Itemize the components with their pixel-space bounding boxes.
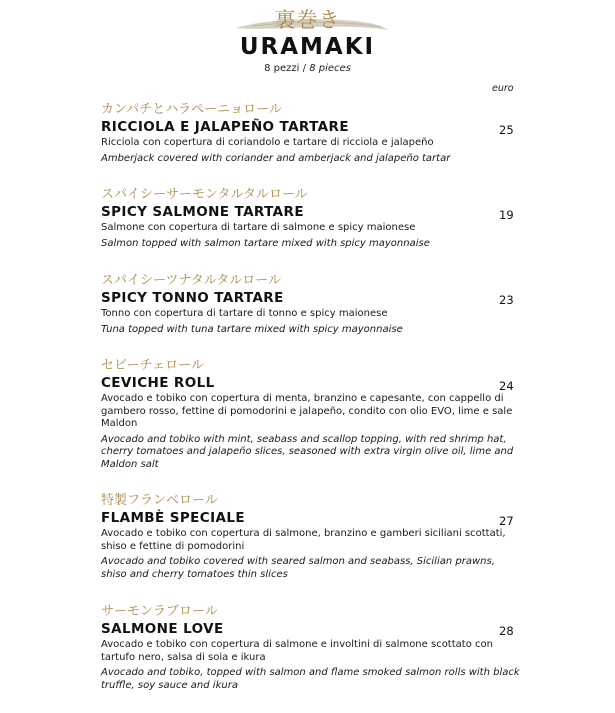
currency-label: euro	[492, 83, 514, 94]
item-description-english: Avocado and tobiko, topped with salmon and flame smoked salmon rolls with black truffle, soy sauce and ikura	[101, 667, 520, 691]
item-price: 27	[499, 514, 514, 528]
menu-item	[101, 102, 521, 165]
item-name: RICCIOLA E JALAPEÑO TARTARE	[101, 119, 349, 135]
item-japanese-name: 特製フランベロール	[101, 493, 218, 508]
item-japanese-name: カンパチとハラペーニョロール	[101, 102, 282, 117]
item-description-english: Avocado and tobiko with mint, seabass and scallop topping, with red shrimp hat, cherry tomatoes and jalapeño slices, seasoned with extra virgin olive oil, lime and Maldon salt	[101, 433, 514, 470]
item-japanese-name: スパイシーサーモンタルタルロール	[101, 187, 308, 202]
item-description-italian: Tonno con copertura di tartare di tonno e spicy maionese	[101, 308, 388, 319]
item-name: SPICY TONNO TARTARE	[101, 290, 284, 306]
item-price: 28	[499, 624, 514, 638]
page-title: URAMAKI	[239, 34, 376, 60]
item-description-english: Salmon topped with salmon tartare mixed with spicy mayonnaise	[101, 237, 430, 249]
item-japanese-name: スパイシーツナタルタルロール	[101, 273, 282, 288]
item-name: SPICY SALMONE TARTARE	[101, 204, 304, 220]
item-name: FLAMBÈ SPECIALE	[101, 510, 245, 526]
item-description-italian: Avocado e tobiko con copertura di menta, branzino e capesante, con cappello di gambero rosso, fettine di pomodorini e jalapeño, condito con olio EVO, lime e sale Maldon	[101, 393, 513, 429]
item-description-english: Amberjack covered with coriander and amberjack and jalapeño tartar	[101, 152, 451, 164]
item-price: 19	[499, 208, 514, 222]
item-description-english: Avocado and tobiko covered with seared salmon and seabass, Sicilian prawns, shiso and cherry tomatoes thin slices	[101, 556, 495, 580]
item-price: 25	[499, 123, 514, 137]
item-price: 24	[499, 379, 514, 393]
item-description-italian: Avocado e tobiko con copertura di salmone e involtini di salmone scottato con tartufo nero, salsa di soia e ikura	[101, 639, 493, 663]
item-japanese-name: サーモンラブロール	[101, 604, 218, 619]
japanese-title: 裏巻き	[274, 8, 341, 32]
menu-item	[101, 187, 521, 250]
menu-item	[101, 273, 521, 336]
menu-item	[101, 358, 521, 471]
item-japanese-name: セビーチェロール	[101, 358, 204, 373]
item-description-italian: Ricciola con copertura di coriandolo e tartare di ricciola e jalapeño	[101, 137, 434, 148]
item-description-italian: Avocado e tobiko con copertura di salmone, branzino e gamberi siciliani scottati, shiso e fettine di pomodorini	[101, 528, 506, 552]
menu-item	[101, 493, 521, 581]
item-description-english: Tuna topped with tuna tartare mixed with spicy mayonnaise	[101, 323, 403, 335]
pieces-subtitle	[0, 63, 615, 74]
item-name: CEVICHE ROLL	[101, 375, 215, 391]
item-price: 23	[499, 293, 514, 307]
subtitle-english: 8 pieces	[309, 63, 351, 74]
subtitle-italian: 8 pezzi /	[264, 63, 306, 74]
item-name: SALMONE LOVE	[101, 621, 224, 637]
menu-item	[101, 604, 521, 692]
item-description-italian: Salmone con copertura di tartare di salmone e spicy maionese	[101, 222, 416, 233]
